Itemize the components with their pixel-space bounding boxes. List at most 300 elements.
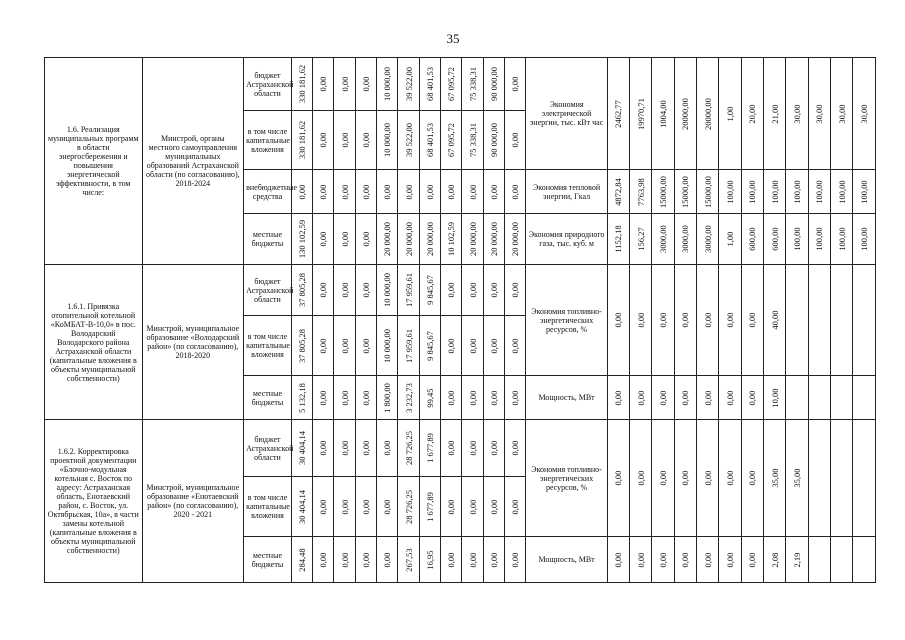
amount-cell [505, 537, 526, 583]
amount-cell-text: 30 404,14 [296, 489, 307, 524]
amount-cell [334, 316, 355, 376]
amount-cell [441, 265, 462, 316]
indicator-value-text: 600,00 [769, 227, 780, 251]
amount-cell [441, 420, 462, 477]
indicator-value-text: 0,00 [725, 390, 736, 405]
indicator-value [764, 170, 786, 214]
indicator-value [786, 214, 808, 265]
funding-source-text: в том числе капитальные вложения [246, 332, 290, 359]
indicator-value [741, 537, 763, 583]
amount-cell [398, 265, 419, 316]
amount-cell-text: 0,00 [318, 76, 329, 92]
event-name-text: 1.6. Реализация муниципальных программ в области энергосбережения и повышения энергетической эффективности, в том числе: [47, 125, 139, 197]
funding-source [244, 537, 292, 583]
amount-cell-text: 20 000,00 [488, 222, 499, 256]
amount-cell-text: 39 522,00 [403, 67, 414, 101]
amount-cell [291, 376, 312, 420]
indicator-name [526, 376, 607, 420]
indicator-value-text: 0,00 [702, 390, 713, 405]
amount-cell [377, 537, 398, 583]
indicator-value-text: 0,00 [702, 312, 713, 328]
indicator-value [764, 376, 786, 420]
amount-cell-text: 0,00 [446, 499, 457, 514]
indicator-value [607, 537, 629, 583]
amount-cell-text: 16,95 [424, 549, 435, 570]
indicator-value [741, 420, 763, 537]
amount-cell [355, 111, 376, 170]
indicator-value [697, 170, 719, 214]
amount-cell-text: 0,00 [318, 440, 329, 456]
amount-cell-text: 284,48 [296, 547, 307, 572]
indicator-value [786, 420, 808, 537]
amount-cell [377, 265, 398, 316]
indicator-value [630, 214, 652, 265]
amount-cell-text: 0,00 [510, 552, 521, 567]
amount-cell-text: 0,00 [467, 390, 478, 405]
indicator-value [697, 265, 719, 376]
indicator-name [526, 265, 607, 376]
indicator-value [741, 170, 763, 214]
indicator-value [607, 58, 629, 170]
amount-cell [313, 477, 334, 537]
indicator-value [831, 265, 853, 376]
amount-cell [441, 170, 462, 214]
amount-cell-text: 0,00 [467, 282, 478, 298]
amount-cell-text: 0,00 [360, 440, 371, 456]
amount-cell-text: 0,00 [382, 184, 393, 199]
amount-cell-text: 10 000,00 [382, 273, 393, 307]
indicator-value [674, 376, 696, 420]
indicator-value [630, 58, 652, 170]
amount-cell [334, 537, 355, 583]
funding-source-text: в том числе капитальные вложения [246, 493, 290, 520]
funding-source [244, 420, 292, 477]
indicator-value [808, 537, 830, 583]
table-row [45, 58, 876, 111]
indicator-value [674, 214, 696, 265]
indicator-value [697, 537, 719, 583]
amount-cell-text: 0,00 [510, 282, 521, 298]
indicator-value [853, 537, 876, 583]
indicator-value [719, 420, 741, 537]
amount-cell-text: 130 102,59 [296, 219, 307, 259]
amount-cell-text: 1 677,89 [424, 491, 435, 522]
indicator-name [526, 214, 607, 265]
amount-cell-text: 0,00 [339, 338, 350, 353]
indicator-value-text: 0,00 [635, 312, 646, 328]
amount-cell [419, 537, 440, 583]
indicator-value-text: 100,00 [814, 179, 825, 204]
indicator-value [831, 376, 853, 420]
amount-cell-text: 0,00 [360, 390, 371, 405]
indicator-name-text: Экономия топливно-энергетических ресурсов, % [531, 306, 602, 334]
executor-text: Минстрой, органы местного самоуправления муниципальных образований Астраханской области (по согласованию), 2018-2024 [145, 134, 240, 188]
indicator-value [831, 170, 853, 214]
funding-source-text: бюджет Астраханской области [246, 276, 294, 304]
amount-cell [462, 214, 483, 265]
amount-cell [462, 420, 483, 477]
indicator-value-text: 30,00 [836, 103, 847, 124]
indicator-value [697, 420, 719, 537]
indicator-value [764, 537, 786, 583]
amount-cell-text: 0,00 [488, 338, 499, 353]
indicator-name-text: Мощность, МВт [538, 393, 595, 402]
amount-cell [398, 58, 419, 111]
event-name [45, 420, 143, 583]
amount-cell [334, 376, 355, 420]
funding-source-text: бюджет Астраханской области [246, 70, 294, 98]
indicator-value-text: 0,00 [725, 552, 736, 567]
indicator-value-text: 15000,00 [680, 175, 691, 208]
amount-cell-text: 9 845,67 [424, 330, 435, 361]
amount-cell [313, 420, 334, 477]
amount-cell [313, 111, 334, 170]
amount-cell-text: 0,00 [360, 184, 371, 199]
amount-cell-text: 20 000,00 [403, 222, 414, 256]
indicator-value [630, 265, 652, 376]
amount-cell-text: 67 095,72 [446, 67, 457, 101]
indicator-value [808, 170, 830, 214]
amount-cell-text: 0,00 [510, 76, 521, 92]
funding-source [244, 265, 292, 316]
amount-cell-text: 0,00 [296, 184, 307, 199]
amount-cell-text: 0,00 [488, 440, 499, 456]
funding-source-text: местные бюджеты [251, 230, 284, 248]
indicator-value-text: 0,00 [658, 552, 669, 567]
amount-cell-text: 0,00 [488, 184, 499, 199]
indicator-value-text: 156,27 [635, 227, 646, 251]
indicator-value-text: 10,00 [769, 387, 780, 408]
amount-cell-text: 0,00 [360, 552, 371, 567]
funding-source [244, 316, 292, 376]
amount-cell-text: 90 000,00 [488, 123, 499, 157]
indicator-value [607, 214, 629, 265]
amount-cell-text: 330 181,62 [296, 120, 307, 160]
amount-cell-text: 0,00 [339, 76, 350, 92]
amount-cell-text: 28 726,25 [403, 489, 414, 524]
amount-cell [419, 376, 440, 420]
amount-cell-text: 0,00 [467, 338, 478, 353]
amount-cell-text: 10 102,59 [446, 222, 457, 256]
amount-cell-text: 0,00 [339, 184, 350, 199]
amount-cell-text: 0,00 [424, 184, 435, 199]
indicator-value-text: 100,00 [836, 179, 847, 204]
indicator-value [741, 58, 763, 170]
amount-cell-text: 0,00 [339, 132, 350, 148]
amount-cell [505, 58, 526, 111]
indicator-value [719, 58, 741, 170]
indicator-value-text: 0,00 [635, 390, 646, 405]
indicator-value-text: 35,00 [769, 468, 780, 488]
indicator-value [786, 265, 808, 376]
table-row [45, 420, 876, 477]
amount-cell-text: 267,53 [403, 547, 414, 572]
funding-source [244, 170, 298, 214]
indicator-value [853, 265, 876, 376]
amount-cell-text: 0,00 [360, 499, 371, 514]
amount-cell [483, 376, 504, 420]
indicator-value [607, 420, 629, 537]
amount-cell-text: 28 726,25 [403, 431, 414, 465]
indicator-value [697, 376, 719, 420]
amount-cell [291, 111, 312, 170]
amount-cell-text: 0,00 [382, 552, 393, 567]
indicator-value-text: 100,00 [792, 179, 803, 204]
amount-cell [441, 316, 462, 376]
indicator-name [526, 170, 607, 214]
amount-cell-text: 30 404,14 [296, 431, 307, 465]
amount-cell-text: 10 000,00 [382, 123, 393, 157]
amount-cell [462, 376, 483, 420]
amount-cell [334, 477, 355, 537]
amount-cell [505, 420, 526, 477]
indicator-value [786, 537, 808, 583]
amount-cell-text: 0,00 [403, 184, 414, 199]
amount-cell-text: 90 000,00 [488, 67, 499, 101]
indicator-value-text: 100,00 [747, 179, 758, 204]
executor [142, 58, 244, 265]
amount-cell-text: 10 000,00 [382, 67, 393, 101]
amount-cell-text: 0,00 [339, 390, 350, 405]
amount-cell-text: 0,00 [339, 499, 350, 514]
amount-cell [398, 111, 419, 170]
amount-cell [313, 58, 334, 111]
amount-cell [441, 58, 462, 111]
indicator-value [697, 58, 719, 170]
indicator-value [652, 376, 674, 420]
amount-cell-text: 0,00 [467, 499, 478, 514]
amount-cell [483, 214, 504, 265]
amount-cell-text: 0,00 [318, 338, 329, 353]
indicator-value [853, 214, 876, 265]
executor-text: Минстрой, муниципальное образование «Володарский район» (по согласованию), 2018-2020 [146, 324, 240, 360]
indicator-value-text: 0,00 [747, 390, 758, 405]
funding-source [244, 111, 292, 170]
amount-cell-text: 20 000,00 [510, 222, 521, 256]
indicator-value-text: 0,00 [680, 312, 691, 328]
amount-cell [419, 214, 440, 265]
indicator-value-text: 0,00 [613, 390, 624, 405]
indicator-value [719, 170, 741, 214]
indicator-value [808, 58, 830, 170]
indicator-name-text: Экономия природного газа, тыс. куб. м [528, 230, 605, 248]
amount-cell-text: 9 845,67 [424, 275, 435, 305]
amount-cell [291, 214, 312, 265]
amount-cell-text: 0,00 [488, 499, 499, 514]
amount-cell [355, 170, 376, 214]
amount-cell [483, 316, 504, 376]
indicator-value [831, 214, 853, 265]
amount-cell [313, 376, 334, 420]
amount-cell [483, 58, 504, 111]
amount-cell [483, 420, 504, 477]
indicator-value-text: 20,00 [747, 103, 758, 124]
indicator-value [853, 376, 876, 420]
amount-cell [441, 111, 462, 170]
amount-cell-text: 0,00 [318, 499, 329, 514]
amount-cell [334, 111, 355, 170]
indicator-value [786, 170, 808, 214]
amount-cell-text: 0,00 [510, 184, 521, 199]
amount-cell-text: 39 522,00 [403, 123, 414, 157]
amount-cell-text: 3 232,73 [403, 382, 414, 413]
amount-cell [291, 420, 312, 477]
indicator-value-text: 600,00 [747, 227, 758, 251]
indicator-value-text: 40,00 [769, 310, 780, 330]
indicator-value-text: 0,00 [747, 470, 758, 486]
amount-cell [505, 376, 526, 420]
indicator-value-text: 0,00 [725, 312, 736, 328]
amount-cell-text: 0,00 [318, 390, 329, 405]
indicator-value [808, 376, 830, 420]
amount-cell-text: 0,00 [488, 390, 499, 405]
amount-cell [355, 58, 376, 111]
indicator-value-text: 2,08 [769, 552, 780, 567]
indicator-value-text: 30,00 [859, 103, 870, 124]
amount-cell [291, 537, 312, 583]
indicator-value-text: 20000,00 [680, 97, 691, 130]
indicator-value [652, 420, 674, 537]
indicator-value-text: 1004,00 [658, 99, 669, 128]
indicator-value [607, 265, 629, 376]
indicator-value-text: 30,00 [792, 103, 803, 124]
indicator-value-text: 0,00 [702, 470, 713, 486]
amount-cell [334, 58, 355, 111]
indicator-value [697, 214, 719, 265]
amount-cell-text: 37 805,28 [296, 328, 307, 363]
amount-cell [334, 265, 355, 316]
amount-cell [313, 170, 334, 214]
amount-cell-text: 0,00 [339, 231, 350, 247]
indicator-value [630, 420, 652, 537]
amount-cell-text: 20 000,00 [424, 222, 435, 256]
amount-cell [377, 58, 398, 111]
amount-cell-text: 20 000,00 [382, 222, 393, 256]
amount-cell-text: 5 132,18 [296, 382, 307, 413]
amount-cell-text: 0,00 [510, 390, 521, 405]
indicator-value-text: 1,00 [725, 106, 736, 121]
indicator-value-text: 100,00 [859, 227, 870, 251]
amount-cell [419, 316, 440, 376]
amount-cell [483, 111, 504, 170]
amount-cell-text: 0,00 [446, 552, 457, 567]
indicator-value-text: 0,00 [635, 552, 646, 567]
amount-cell [291, 477, 312, 537]
page-number: 35 [446, 31, 460, 46]
executor [142, 265, 244, 420]
amount-cell [377, 477, 398, 537]
amount-cell-text: 20 000,00 [467, 222, 478, 256]
amount-cell-text: 0,00 [467, 440, 478, 456]
indicator-value [853, 170, 876, 214]
funding-source-text: в том числе капитальные вложения [246, 126, 290, 154]
indicator-value-text: 0,00 [680, 390, 691, 405]
amount-cell [483, 170, 504, 214]
executor [142, 420, 244, 583]
amount-cell-text: 0,00 [446, 390, 457, 405]
amount-cell [377, 376, 398, 420]
indicator-name-text: Экономия электрической энергии, тыс. кВт час [529, 100, 604, 127]
amount-cell [505, 265, 526, 316]
indicator-value-text: 19970,71 [635, 97, 646, 130]
amount-cell-text: 37 805,28 [296, 273, 307, 307]
funding-source-text: внебюджетные средства [246, 182, 298, 201]
event-name [45, 58, 143, 265]
indicator-value-text: 0,00 [635, 470, 646, 486]
amount-cell [355, 477, 376, 537]
amount-cell [313, 214, 334, 265]
amount-cell [291, 58, 312, 111]
amount-cell-text: 0,00 [318, 231, 329, 247]
indicator-value-text: 1,00 [725, 231, 736, 247]
amount-cell-text: 0,00 [446, 338, 457, 353]
amount-cell [441, 376, 462, 420]
indicator-value-text: 100,00 [792, 227, 803, 251]
amount-cell-text: 75 338,31 [467, 67, 478, 101]
amount-cell [355, 537, 376, 583]
indicator-value-text: 21,00 [769, 103, 780, 124]
amount-cell-text: 0,00 [488, 552, 499, 567]
indicator-value [808, 214, 830, 265]
amount-cell-text: 0,00 [318, 184, 329, 199]
funding-source [244, 214, 292, 265]
indicator-value [630, 537, 652, 583]
event-name [45, 265, 143, 420]
indicator-value-text: 100,00 [814, 227, 825, 251]
indicator-value [764, 214, 786, 265]
amount-cell [441, 537, 462, 583]
amount-cell-text: 0,00 [510, 132, 521, 148]
indicator-name [526, 420, 607, 537]
amount-cell [462, 265, 483, 316]
amount-cell [398, 316, 419, 376]
amount-cell-text: 0,00 [360, 338, 371, 353]
amount-cell-text: 99,45 [424, 387, 435, 408]
amount-cell-text: 0,00 [488, 282, 499, 298]
amount-cell-text: 0,00 [510, 338, 521, 353]
indicator-value [652, 537, 674, 583]
indicator-value [808, 420, 830, 537]
amount-cell-text: 330 181,62 [296, 64, 307, 104]
amount-cell-text: 10 000,00 [382, 328, 393, 363]
amount-cell [462, 170, 483, 214]
amount-cell-text: 68 401,53 [424, 123, 435, 157]
amount-cell-text: 1 800,00 [382, 382, 393, 413]
amount-cell [419, 420, 440, 477]
amount-cell-text: 0,00 [339, 552, 350, 567]
amount-cell [419, 477, 440, 537]
amount-cell [291, 170, 312, 214]
amount-cell-text: 0,00 [446, 184, 457, 199]
indicator-value [786, 58, 808, 170]
amount-cell [334, 170, 355, 214]
indicator-value [808, 265, 830, 376]
indicator-value [674, 537, 696, 583]
indicator-value-text: 0,00 [725, 470, 736, 486]
indicator-value-text: 0,00 [613, 552, 624, 567]
amount-cell-text: 0,00 [382, 499, 393, 514]
indicator-value-text: 0,00 [658, 390, 669, 405]
indicator-value [831, 537, 853, 583]
indicator-value-text: 0,00 [680, 470, 691, 486]
amount-cell [313, 265, 334, 316]
amount-cell-text: 0,00 [339, 282, 350, 298]
amount-cell-text: 0,00 [446, 282, 457, 298]
amount-cell [483, 537, 504, 583]
amount-cell [419, 111, 440, 170]
amount-cell-text: 0,00 [510, 440, 521, 456]
indicator-name-text: Экономия тепловой энергии, Гкал [532, 182, 601, 201]
